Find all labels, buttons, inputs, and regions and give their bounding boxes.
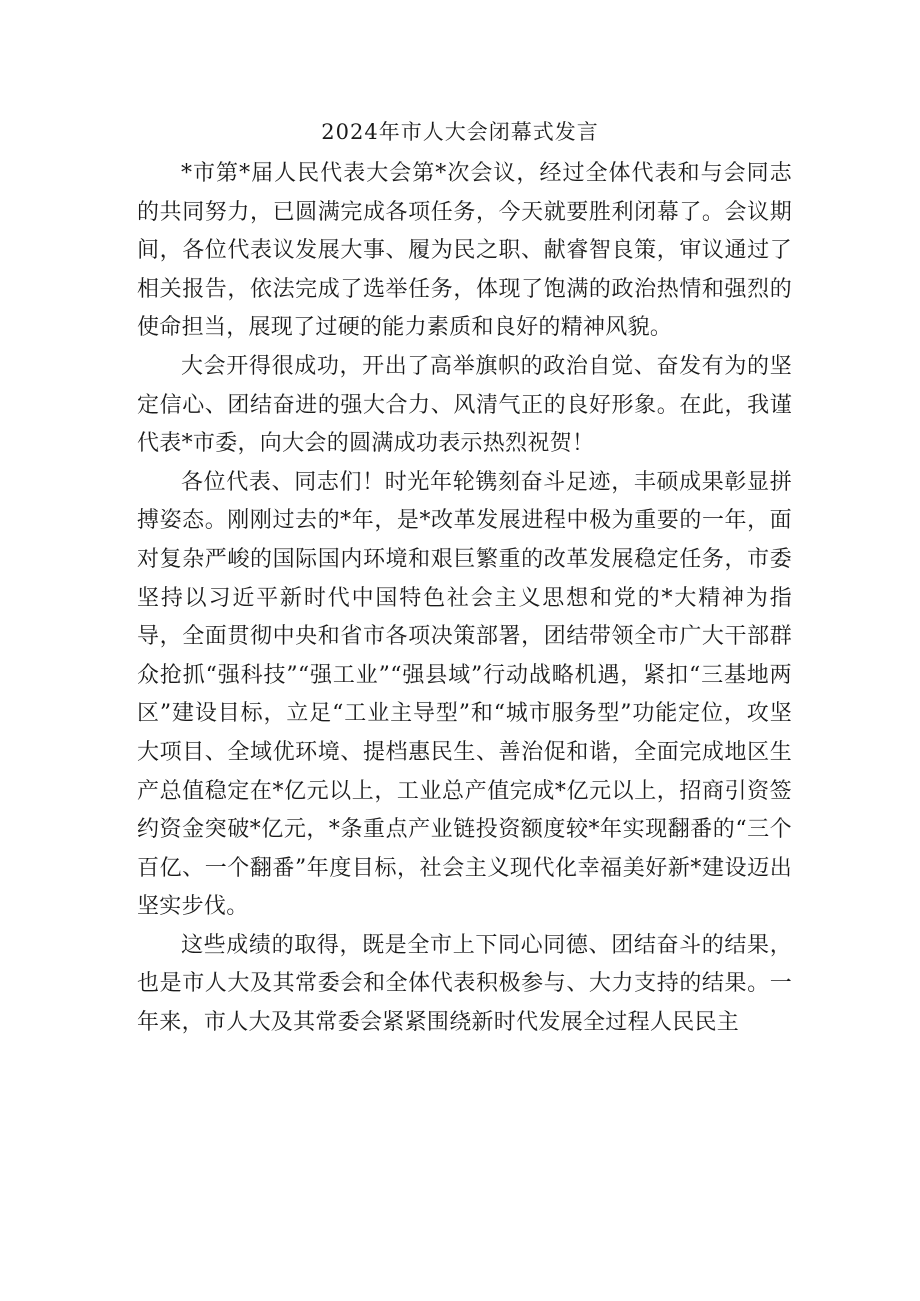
paragraph-congratulations: 大会开得很成功，开出了高举旗帜的政治自觉、奋发有为的坚定信心、团结奋进的强大合力、风清气正的良好形象。在此，我谨代表*市委，向大会的圆满成功表示热烈祝贺！	[137, 353, 792, 457]
paragraph-opening: *市第*届人民代表大会第*次会议，经过全体代表和与会同志的共同努力，已圆满完成各项任务，今天就要胜利闭幕了。会议期间，各位代表议发展大事、履为民之职、献睿智良策，审议通过了相关报告，依法完成了选举任务，体现了饱满的政治热情和强烈的使命担当，展现了过硬的能力素质和良好的精神风貌。	[137, 161, 792, 341]
paragraph-achievements: 各位代表、同志们！时光年轮镌刻奋斗足迹，丰硕成果彰显拼搏姿态。刚刚过去的*年，是*改革发展进程中极为重要的一年，面对复杂严峻的国际国内环境和艰巨繁重的改革发展稳定任务，市委坚持以习近平新时代中国特色社会主义思想和党的*大精神为指导，全面贯彻中央和省市各项决策部署，团结带领全市广大干部群众抢抓“强科技”“强工业”“强县域”行动战略机遇，紧扣“三基地两区”建设目标，立足“工业主导型”和“城市服务型”功能定位，攻坚大项目、全域优环境、提档惠民生、善治促和谐，全面完成地区生产总值稳定在*亿元以上，工业总产值完成*亿元以上，招商引资签约资金突破*亿元，*条重点产业链投资额度较*年实现翻番的“三个百亿、一个翻番”年度目标，社会主义现代化幸福美好新*建设迈出坚实步伐。	[137, 469, 792, 920]
paragraph-acknowledgement: 这些成绩的取得，既是全市上下同心同德、团结奋斗的结果，也是市人大及其常委会和全体代表积极参与、大力支持的结果。一年来，市人大及其常委会紧紧围绕新时代发展全过程人民民主	[137, 932, 792, 1036]
document-title: 2024年市人大会闭幕式发言	[321, 120, 599, 144]
document-body	[137, 155, 792, 1043]
